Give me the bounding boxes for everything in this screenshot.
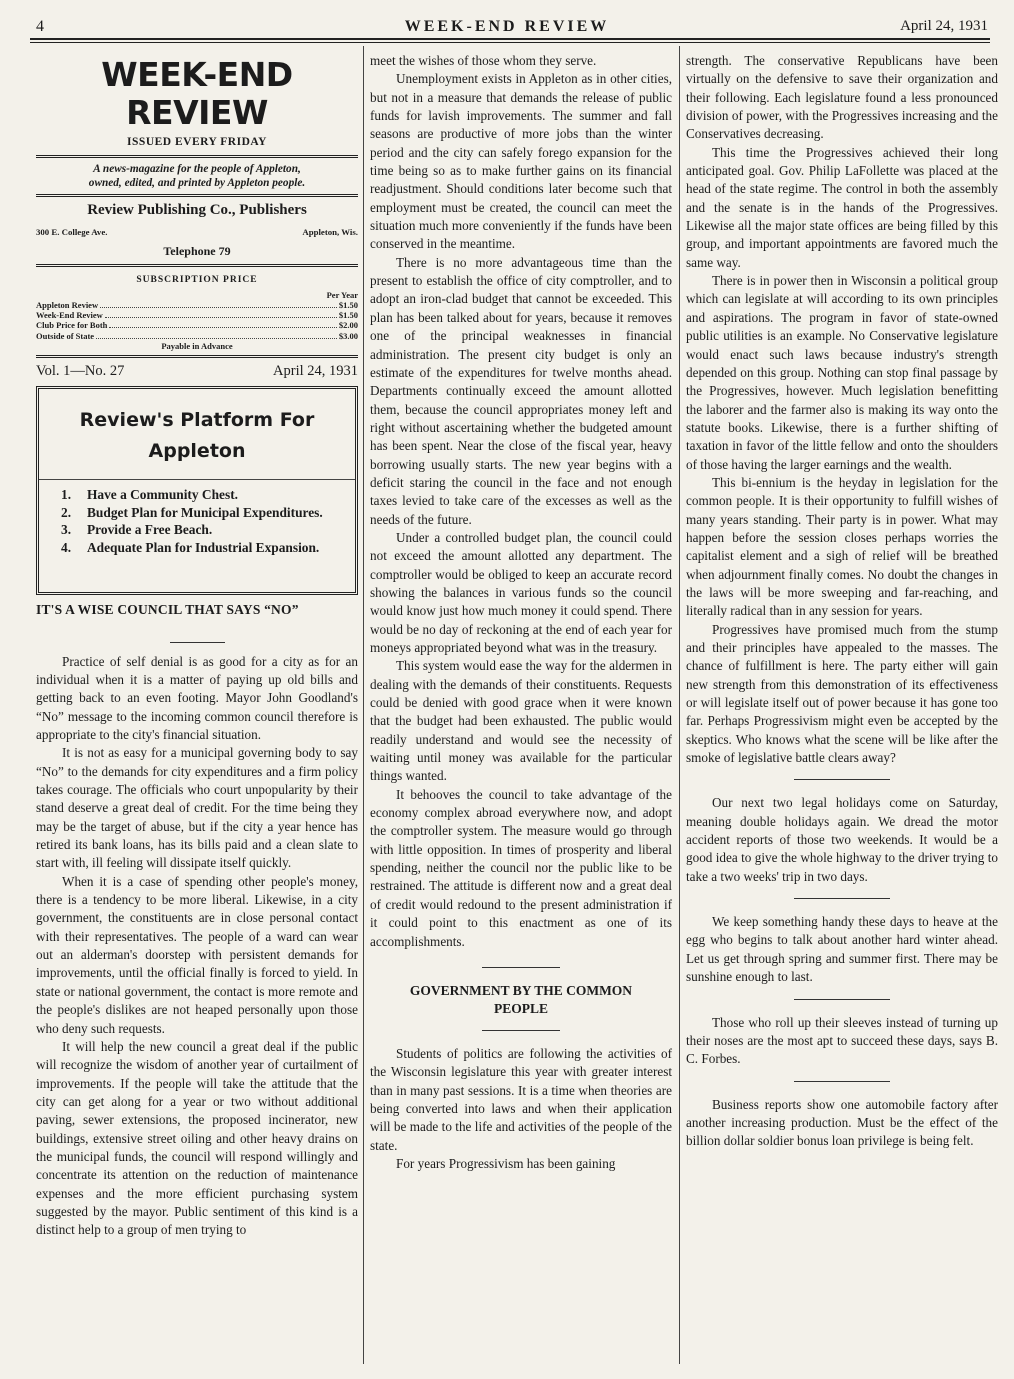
platform-item: 3. Provide a Free Beach. [61,522,213,538]
paragraph: It will help the new council a great deal if the public will recognize the wisdom of another year of curtailment of improvements. If the people will take the attitude that the city can get along for a year or two without additional paving, sewer extensions, the proposed incinerator, new buildings, extensive street oiling and other heavy drains on the municipal funds, the council will respond willingly and concentrate its attention on the reduction of maintenance expenses and the more efficient purchasing system suggested by the mayor. Public sentiment of this kind is a distinct help to a group of men trying to [36,1038,358,1238]
paragraph: This time the Progressives achieved their long anticipated goal. Gov. Philip LaFollette was placed at the head of the state regime. The control in both the assembly and the senate is in the hands of the Progressives. Likewise all the major state offices are being filled by this group, and important appointments are favored much the same way. [686,144,998,270]
article-headline: IT'S A WISE COUNCIL THAT SAYS “NO” [36,602,299,618]
divider [36,194,358,197]
tagline [36,162,358,190]
price-table [36,290,358,351]
platform-box [36,386,358,595]
paragraph: There is no more advantageous time than the present to establish the office of city comptroller, and to adopt an iron-clad budget that cannot be exceeded. This plan has been talked about for years, because it removes one of the principal weaknesses in financial administration. The present city budget is only an estimate of the expenditures for twelve months ahead. Departments continually exceed the amount allotted them, because the council appropriates money left and right without ascertaining whether the budgeted amount has been spent. Near the close of the fiscal year, heavy borrowing usually starts. The new year begins with a deficit staring the council in the face and not enough taxes levied to take care of the excesses as well as the needs of the future. [370,254,672,527]
publisher: Review Publishing Co., Publishers [87,202,307,219]
platform-title [39,405,355,467]
brief-item: We keep something handy these days to heave at the egg who begins to talk about another hard winter ahead. Let us get through spring and summer first. There may be sunshine enough to last. [686,914,998,985]
paragraph: It behooves the council to take advantage of the economy complex abroad everywhere now, and adopt the comptroller system. The measure would go through with little opposition. In times of prosperity and liberal spending, neither the council nor the public like to be restrained. The attitude is different now and a great deal of credit would redound to the present administration if it could point to this enactment as one of its accomplishments. [370,786,672,949]
brief-item: Those who roll up their sleeves instead of turning up their noses are the most apt to succeed these days, says B. C. Forbes. [686,1014,998,1067]
divider [170,642,225,643]
brief-item: Business reports show one automobile factory after another increasing production. Must be the effect of the billion dollar soldier bonus loan privilege is being felt. [686,1096,998,1149]
address-row [36,223,358,241]
headline-line: PEOPLE [493,1000,548,1016]
paragraph: Practice of self denial is as good for a city as for an individual when it is a matter of paying up old bills and getting back to an even footing. Mayor John Goodland's “No” message to the incoming common council therefore is appropriate to the city's financial situation. [36,653,358,742]
platform-title-line: Appleton [148,440,246,463]
paragraph: When it is a case of spending other people's money, there is a tendency to be more liberal. Likewise, in a city government, the constituents are in close personal contact with their representatives. The people of a ward can wear out an alderman's doorstep with persistent demands for improvements, until the official finally is forced to yield. In state or national government, the contact is more remote and the people's dislikes are not heaped personally upon those who deny such requests. [36,873,358,1036]
payable-note: Payable in Advance [161,340,233,351]
headline-line: GOVERNMENT BY THE COMMON [409,982,633,998]
brief-item: Our next two legal holidays come on Saturday, meaning double holidays again. We dread the motor accident reports of those two weekends. It would be a good idea to give the whole highway to the driver trying to take a two weeks' trip in two days. [686,795,998,884]
subscription-title: SUBSCRIPTION PRICE [136,275,258,286]
divider [36,155,358,158]
column-divider [679,46,680,1364]
paragraph: Students of politics are following the activities of the Wisconsin legislature this year with greater interest than in many past sessions. It is a time when theories are being converted into laws and when their application will be made to the life and activities of the people of the state. [370,1045,672,1153]
price-row: Appleton Review $1.50 [36,299,358,310]
telephone: Telephone 79 [163,244,231,259]
column-3 [686,52,998,1151]
price-row: Outside of State $3.00 [36,330,358,341]
platform-list [39,486,355,556]
tagline-line: A news-magazine for the people of Appleton, [93,163,301,176]
volume-row [36,362,358,380]
paragraph: For years Progressivism has been gaining [396,1155,616,1171]
page-number: 4 [36,18,44,35]
paragraph-continued: meet the wishes of those whom they serve. [370,53,597,68]
header-rule-thin [30,42,990,43]
divider [36,355,358,358]
column-divider [363,46,364,1364]
platform-item: 4. Adequate Plan for Industrial Expansion. [61,539,320,555]
paragraph: There is in power then in Wisconsin a political group which can legislate at will according to its own principles and aspirations. The program in favor of state-owned public utilities is an example. No Conservative legislature would enact such laws because industry's strength depended on this group. Nothing can stop final passage by the Progressives, however. Much legislation benefitting the laborer and the farmer also is making its way onto the statute books. Likewise, there is a further shifting of taxation in favor of the little fellow and onto the shoulders of those having the larger earnings and the wealth. [686,273,998,472]
city: Appleton, Wis. [302,226,358,237]
paragraph-continued: strength. The conservative Republicans have been virtually on the defensive to save their organization and their following. Each legislature found a less pronounced division of power, with the Progressives increasing and the Conservatives decreasing. [686,53,998,142]
platform-title-line: Review's Platform For [79,409,315,432]
running-date: April 24, 1931 [900,18,988,34]
divider [794,779,890,780]
platform-item: 1. Have a Community Chest. [61,487,239,503]
paragraph: Under a controlled budget plan, the council could not exceed the amount allotted any department. The comptroller would be obliged to keep an accurate record showing the balances in various funds so the council would know just how much money it could spend. There would be no day of reckoning at the end of each year for moneys appropriated beyond what was in the treasury. [370,529,672,655]
price-row: Club Price for Both $2.00 [36,320,358,331]
volume: Vol. 1—No. 27 [36,362,125,379]
tagline-line: owned, edited, and printed by Appleton people. [88,177,306,190]
running-header [0,14,1014,40]
divider [39,479,355,480]
divider [482,1030,560,1031]
masthead [36,56,358,380]
address: 300 E. College Ave. [36,226,108,237]
price-row: Week-End Review $1.50 [36,310,358,321]
masthead-subtitle: ISSUED EVERY FRIDAY [127,136,267,148]
paragraph: This bi-ennium is the heyday in legislation for the common people. It is their opportunity to fulfill wishes of many years standing. Their party is in power. What may happen before the session closes perhaps worries the capitalist element and a sigh of relief will be breathed when adjournment finally comes. No doubt the changes in the laws will be more sweeping and far-reaching, and literally radical than in any session for years. [686,474,998,619]
column-2 [370,52,672,1173]
article-headline [370,982,672,1018]
divider [36,264,358,267]
platform-item: 2. Budget Plan for Municipal Expenditures. [61,504,323,520]
masthead-title: WEEK-END REVIEW [101,55,293,132]
header-rule [30,38,990,40]
paragraph: It is not as easy for a municipal governing body to say “No” to the demands for city expenditures and a firm policy takes courage. The officials who court unpopularity by their stand deserve a great deal of credit. For the time being they may be the target of abuse, but if the city a year hence has retired its bank loans, has its bills paid and a clean slate to start with, ill feeling will dissipate itself quickly. [36,745,358,871]
per-year-label: Per Year [326,289,358,300]
divider [794,999,890,1000]
paragraph: Unemployment exists in Appleton as in other cities, but not in a measure that demands the release of public funds for lavish improvements. The summer and fall seasons are productive of more jobs than the winter period and the city can safely forego expansion for the time being so as to make further gains on its financial readjustment. Should conditions later become such that employment must be created, the council can meet the situation much more conveniently if the funds have been conserved in the meantime. [370,71,672,252]
column-1 [36,54,358,1240]
issue-date: April 24, 1931 [273,362,358,379]
paragraph: This system would ease the way for the aldermen in dealing with the demands of their constituents. Requests could be denied with good grace when it were known that the budget had been exhausted. The public would readily understand and would see the necessity of waiting until money was available for the particular things wanted. [370,658,672,784]
running-title: WEEK-END REVIEW [404,18,610,35]
paragraph: Progressives have promised much from the stump and their principles have appealed to the masses. The chance of fulfillment is here. The party either will gain new strength from this demonstration of its effectiveness or will legislate itself out of power because it has gone too far. Perhaps Progressivism might even be accepted by the skeptics. Who knows what the scene will be like after the smoke of legislative battle clears away? [686,621,998,766]
divider [794,1081,890,1082]
divider [482,967,560,968]
divider [794,898,890,899]
